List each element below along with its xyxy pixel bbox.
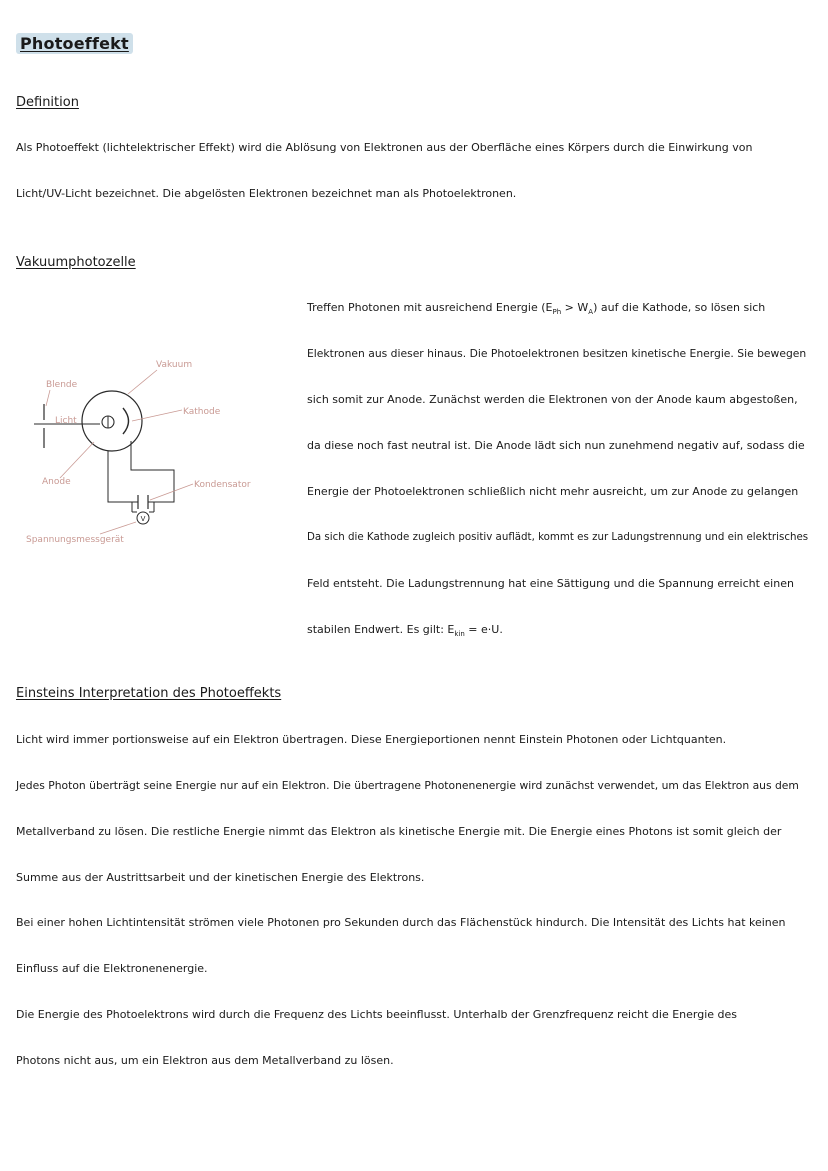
- vakuum-line-1: [307, 301, 765, 314]
- vakuum-line-8: [307, 623, 503, 636]
- circuit-right: [131, 441, 174, 502]
- leader-blende: [46, 390, 50, 406]
- definition-line-1: Als Photoeffekt (lichtelektrischer Effekt) wird die Ablösung von Elektronen aus der Oberfläche eines Körpers durch die Einwirkung von: [16, 141, 753, 154]
- formula-eu: = e·U.: [464, 623, 503, 636]
- vakuum-line-5: Energie der Photoelektronen schließlich nicht mehr ausreicht, um zur Anode zu gelangen: [307, 485, 799, 498]
- vakuum-line-4: da diese noch fast neutral ist. Die Anode lädt sich nun zunehmend negativ auf, sodass die: [307, 439, 805, 452]
- formula-e: E: [545, 301, 553, 314]
- leader-kathode: [132, 410, 182, 421]
- vakuum-line-1-text: Treffen Photonen mit ausreichend Energie (: [307, 301, 546, 314]
- einstein-line-1: Licht wird immer portionsweise auf ein Elektron übertragen. Diese Energieportionen nennt Einstein Photonen oder Lichtquanten.: [16, 733, 727, 746]
- formula-ekin-sub: kin: [454, 630, 465, 638]
- label-licht: Licht: [55, 416, 77, 426]
- vakuum-line-7: Feld entsteht. Die Ladungstrennung hat eine Sättigung und die Spannung erreicht einen: [307, 577, 794, 590]
- einstein-line-3: Metallverband zu lösen. Die restliche Energie nimmt das Elektron als kinetische Energie mit. Die Energie eines Photons ist somit gleich der: [16, 825, 782, 838]
- vakuum-line-6: Da sich die Kathode zugleich positiv auflädt, kommt es zur Ladungstrennung und ein elektrisches: [307, 531, 809, 543]
- einstein-heading: Einsteins Interpretation des Photoeffekts: [16, 686, 282, 701]
- definition-line-2: Licht/UV-Licht bezeichnet. Die abgelösten Elektronen bezeichnet man als Photoelektronen.: [16, 187, 517, 200]
- leader-kondensator: [150, 484, 193, 500]
- vakuum-line-1-after: ) auf die Kathode, so lösen sich: [593, 301, 766, 314]
- cathode-arc: [123, 408, 129, 434]
- label-vakuum: Vakuum: [156, 360, 193, 370]
- formula-w-sub: A: [588, 308, 594, 316]
- label-spannungsmessgeraet: Spannungsmessgerät: [26, 535, 124, 545]
- formula-w: W: [577, 301, 589, 314]
- vakuum-line-2: Elektronen aus dieser hinaus. Die Photoelektronen besitzen kinetische Energie. Sie bewegen: [307, 347, 807, 360]
- leader-vakuum: [128, 370, 157, 394]
- vakuum-heading: Vakuumphotozelle: [16, 255, 136, 270]
- label-kondensator: Kondensator: [194, 480, 251, 490]
- einstein-line-6: Einfluss auf die Elektronenenergie.: [16, 962, 208, 975]
- label-kathode: Kathode: [183, 407, 221, 417]
- page-title: Photoeffekt: [16, 33, 133, 54]
- voltmeter-symbol: V: [140, 515, 146, 523]
- vakuum-line-8-text: stabilen Endwert. Es gilt:: [307, 623, 448, 636]
- label-blende: Blende: [46, 380, 78, 390]
- einstein-line-8: Photons nicht aus, um ein Elektron aus dem Metallverband zu lösen.: [16, 1054, 394, 1067]
- vakuum-line-3: sich somit zur Anode. Zunächst werden die Elektronen von der Anode kaum abgestoßen,: [307, 393, 798, 406]
- formula-ekin: E: [447, 623, 455, 636]
- einstein-line-4: Summe aus der Austrittsarbeit und der kinetischen Energie des Elektrons.: [16, 871, 425, 884]
- formula-e-sub: Ph: [552, 308, 562, 316]
- leader-spannung: [100, 522, 136, 534]
- circuit-left: [108, 451, 138, 502]
- einstein-line-5: Bei einer hohen Lichtintensität strömen viele Photonen pro Sekunden durch das Flächenstück hindurch. Die Intensität des Lichts hat keinen: [16, 916, 786, 929]
- definition-heading: Definition: [16, 95, 79, 110]
- einstein-line-2: Jedes Photon überträgt seine Energie nur auf ein Elektron. Die übertragene Photonenenergie wird zunächst verwendet, um das Elektron aus dem: [16, 779, 799, 792]
- photocell-diagram: [20, 350, 280, 550]
- formula-gt: >: [561, 301, 578, 314]
- einstein-line-7: Die Energie des Photoelektrons wird durch die Frequenz des Lichts beeinflusst. Unterhalb der Grenzfrequenz reicht die Energie des: [16, 1008, 738, 1021]
- label-anode: Anode: [42, 477, 71, 487]
- leader-anode: [60, 442, 94, 478]
